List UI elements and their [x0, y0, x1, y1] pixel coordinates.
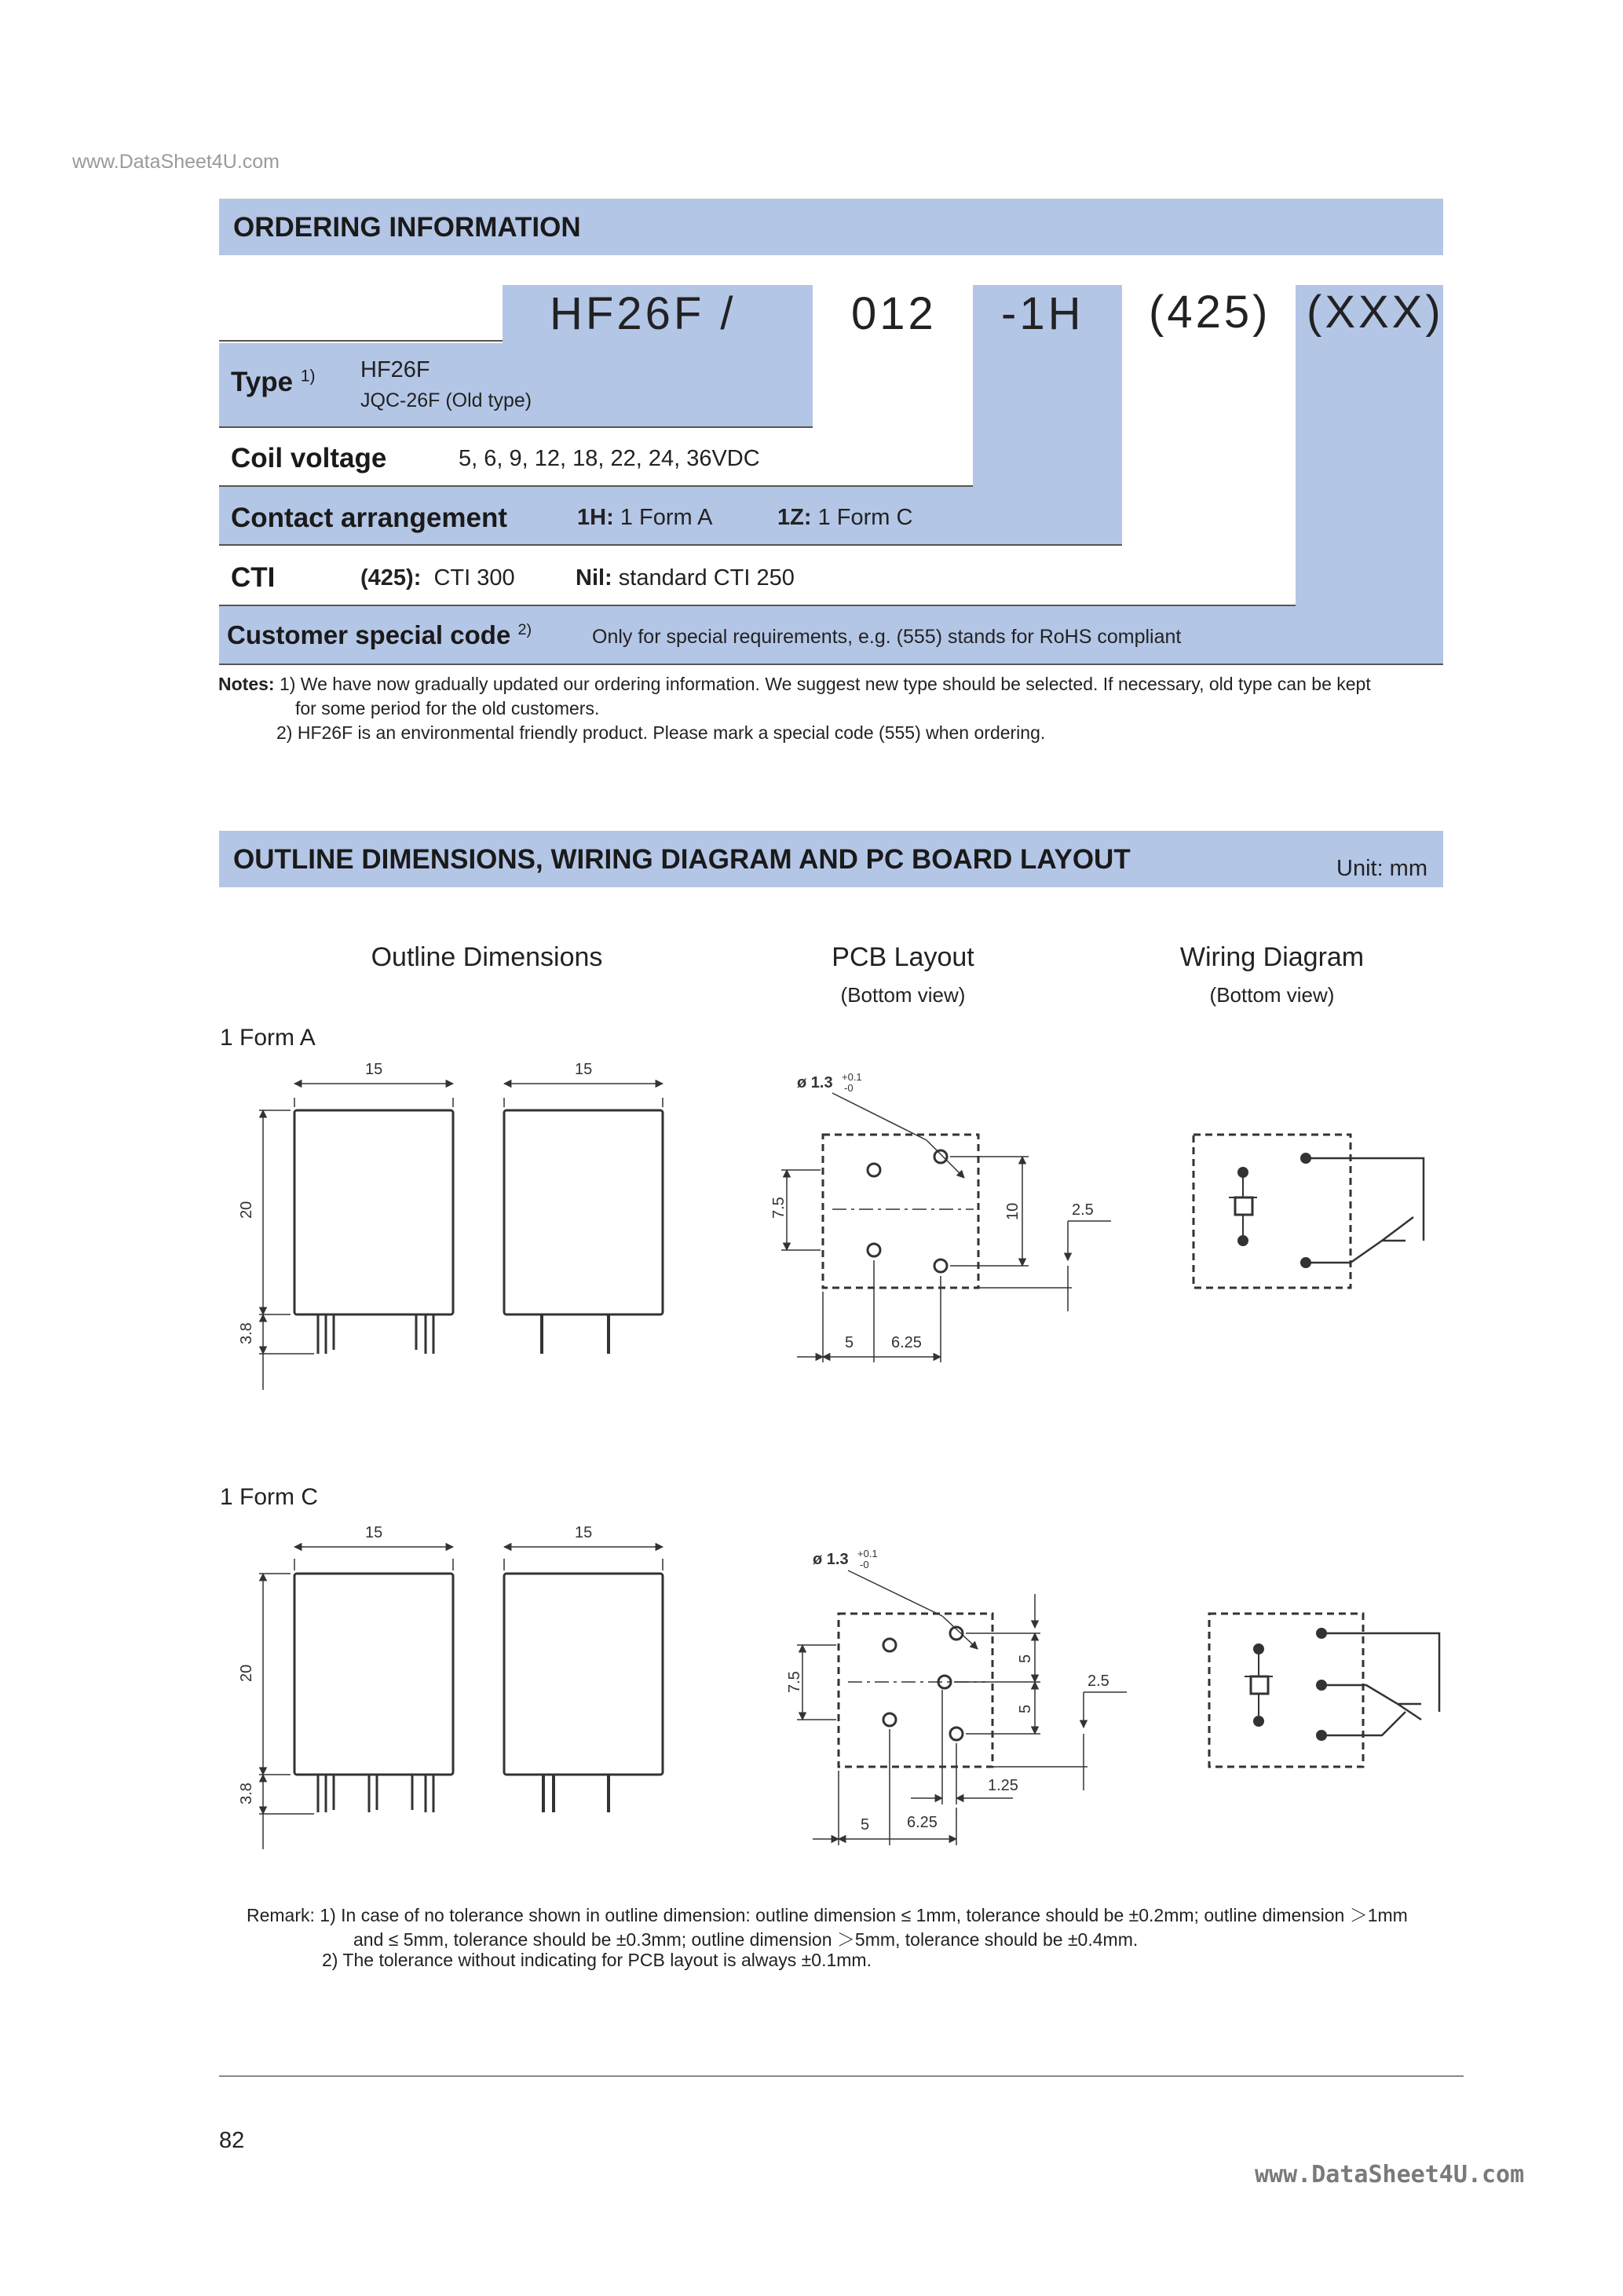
form-c-drawings	[220, 1515, 1500, 1861]
cti-label: CTI	[231, 562, 276, 593]
custom-value: Only for special requirements, e.g. (555) stands for RoHS compliant	[592, 626, 1182, 648]
dim-tol-plus-c: +0.1	[857, 1548, 878, 1559]
type-label-text: Type	[231, 367, 294, 397]
type-sup: 1)	[300, 367, 316, 386]
remark-key: Remark:	[247, 1905, 315, 1925]
remark-line-2: and ≤ 5mm, tolerance should be ±0.3mm; outline dimension ＞5mm, tolerance should be ±0.4mm.	[353, 1929, 1139, 1950]
coil-label: Coil voltage	[231, 443, 387, 473]
dim-height-c: 20	[238, 1664, 255, 1682]
custom-label-text: Customer special code	[227, 620, 511, 649]
cti-nil-val: standard CTI 250	[618, 565, 795, 590]
col-wiring-head: Wiring Diagram	[1179, 942, 1365, 972]
row-divider	[219, 340, 503, 342]
dim-width-c2: 15	[575, 1524, 593, 1541]
form-a-label: 1 Form A	[220, 1025, 316, 1051]
row-divider	[219, 544, 1122, 546]
contact-1z	[777, 505, 912, 531]
contact-1h-val: 1 Form A	[620, 505, 713, 530]
row-divider	[219, 605, 1296, 606]
footer-watermark[interactable]: www.DataSheet4U.com	[1255, 2161, 1525, 2188]
notes-line-2: for some period for the old customers.	[295, 698, 600, 718]
ordering-title: ORDERING INFORMATION	[233, 212, 581, 243]
dim-75-c: 7.5	[786, 1671, 803, 1693]
notes-line-3: 2) HF26F is an environmental friendly product. Please mark a special code (555) when ordering.	[276, 722, 1046, 743]
code-series: HF26F /	[550, 288, 737, 339]
cti-nil	[576, 565, 795, 591]
code-special: (XXX)	[1307, 287, 1444, 338]
pcb-layout-c	[797, 1570, 1127, 1845]
dim-5-c-bottom: 5	[1017, 1704, 1034, 1713]
dim-625-a: 6.25	[891, 1334, 922, 1351]
notes-text-1: 1) We have now gradually updated our ordering information. We suggest new type should be selected. If necessary, old type can be kept	[279, 674, 1371, 694]
pcb-layout-a	[781, 1093, 1111, 1362]
remark-line-1	[247, 1901, 1408, 1927]
col-outline-head: Outline Dimensions	[371, 942, 603, 972]
form-a-drawings	[220, 1052, 1500, 1398]
dim-tol-plus-a: +0.1	[842, 1071, 862, 1083]
row-divider	[219, 426, 813, 428]
dim-5-c: 5	[861, 1816, 870, 1834]
ordering-section-bar	[219, 199, 1443, 255]
contact-1h	[577, 505, 712, 531]
contact-1z-key: 1Z:	[777, 505, 812, 530]
remark-text-1: 1) In case of no tolerance shown in outline dimension: outline dimension ≤ 1mm, tolerance should be ±0.2mm; outline dimension ＞1mm	[320, 1905, 1408, 1925]
dim-pin-a: 3.8	[238, 1322, 255, 1344]
outline-front-c	[259, 1547, 453, 1849]
dim-25-c: 2.5	[1087, 1673, 1109, 1690]
dim-width-c1: 15	[365, 1524, 383, 1541]
outline-title: OUTLINE DIMENSIONS, WIRING DIAGRAM AND PC BOARD LAYOUT	[233, 844, 1131, 875]
dim-125-c: 1.25	[988, 1777, 1018, 1794]
code-cti: (425)	[1149, 287, 1271, 338]
cti-425	[360, 565, 515, 591]
dim-pin-c: 3.8	[238, 1782, 255, 1804]
code-contact: -1H	[1001, 288, 1084, 339]
dim-height-a: 20	[238, 1201, 255, 1219]
dim-width-a1: 15	[365, 1061, 383, 1078]
coil-value: 5, 6, 9, 12, 18, 22, 24, 36VDC	[459, 446, 760, 471]
cti-nil-key: Nil:	[576, 565, 612, 590]
notes-key: Notes:	[218, 674, 275, 694]
col-wiring-sub: (Bottom view)	[1209, 983, 1335, 1007]
notes-line-1	[218, 674, 1371, 695]
remark-line-3: 2) The tolerance without indicating for PCB layout is always ±0.1mm.	[322, 1950, 872, 1970]
footer-rule	[219, 2075, 1464, 2077]
outline-front-a	[259, 1084, 453, 1390]
page-number: 82	[219, 2128, 245, 2153]
row-divider	[219, 664, 1443, 665]
dim-hole-c: ø 1.3	[813, 1551, 849, 1568]
type-value-2: JQC-26F (Old type)	[360, 389, 532, 411]
dim-tol-minus-a: -0	[844, 1082, 854, 1094]
dim-5-c-top: 5	[1017, 1654, 1034, 1663]
dim-hole-a: ø 1.3	[797, 1074, 833, 1091]
cti-425-val: CTI 300	[433, 565, 515, 590]
wiring-diagram-c	[1209, 1614, 1439, 1767]
contact-1z-val: 1 Form C	[817, 505, 913, 530]
contact-1h-key: 1H:	[577, 505, 614, 530]
unit-label: Unit: mm	[1336, 856, 1427, 881]
dim-10-a: 10	[1004, 1202, 1022, 1220]
col-pcb-head: PCB Layout	[832, 942, 974, 972]
custom-sup: 2)	[517, 621, 532, 638]
header-watermark[interactable]: www.DataSheet4U.com	[72, 151, 280, 173]
outline-side-c	[504, 1547, 663, 1812]
dim-25-a: 2.5	[1072, 1201, 1094, 1219]
type-value-1: HF26F	[360, 357, 430, 382]
col-pcb-sub: (Bottom view)	[840, 983, 966, 1007]
row-divider	[219, 485, 973, 487]
code-coil: 012	[851, 288, 937, 339]
dim-75-a: 7.5	[770, 1197, 788, 1219]
dim-tol-minus-c: -0	[860, 1559, 869, 1570]
cti-425-key: (425):	[360, 565, 422, 590]
type-label	[231, 367, 316, 398]
contact-label: Contact arrangement	[231, 503, 508, 533]
wiring-diagram-a	[1193, 1135, 1424, 1288]
outline-section-bar	[219, 831, 1443, 887]
outline-side-a	[504, 1084, 663, 1354]
dim-5-a: 5	[845, 1334, 854, 1351]
dim-625-c: 6.25	[907, 1814, 938, 1831]
form-c-label: 1 Form C	[220, 1484, 319, 1510]
custom-label	[227, 620, 532, 650]
dim-width-a2: 15	[575, 1061, 593, 1078]
